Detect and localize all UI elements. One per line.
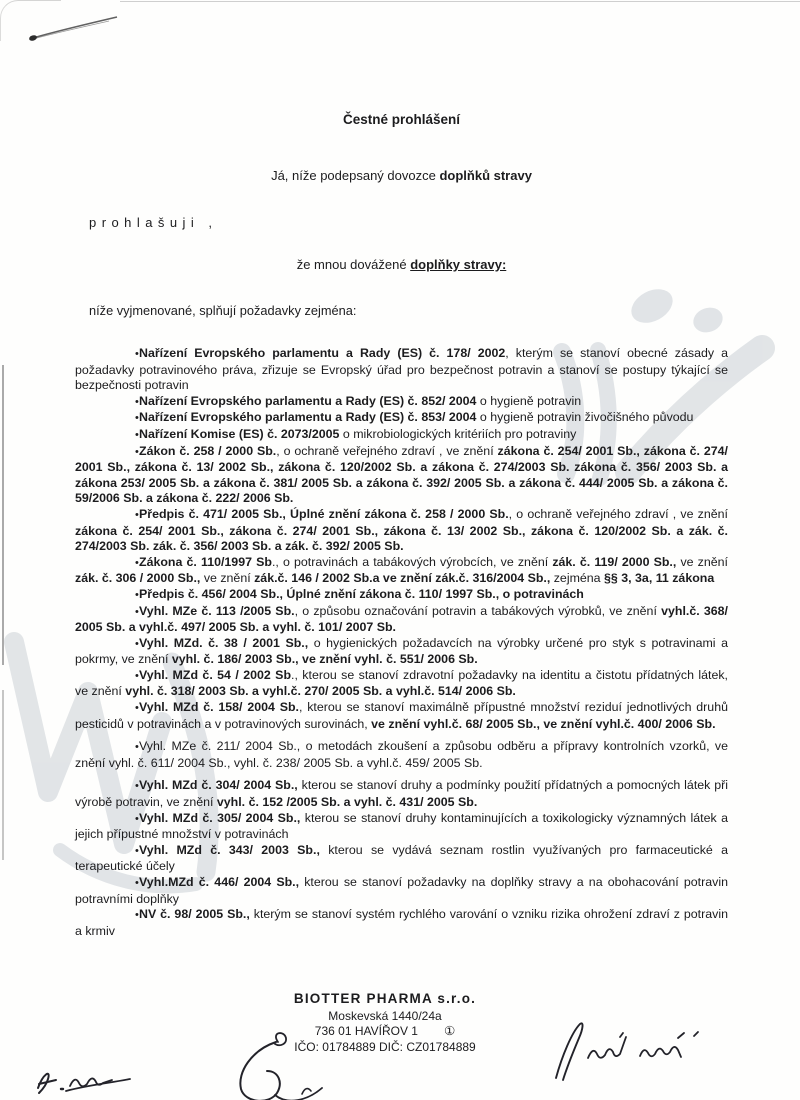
intro-bold-text: doplňků stravy: [439, 168, 532, 183]
legal-reference-description: ve znění: [676, 554, 728, 569]
legal-reference-description: o hygieně potravin živočišného původu: [476, 410, 694, 425]
legal-reference-item: [75, 843, 728, 875]
legal-reference-description: o mikrobiologických kritériích pro potraviny: [339, 426, 577, 441]
company-name: BIOTTER PHARMA s.r.o.: [293, 991, 477, 1006]
bullet-marker: •: [135, 395, 139, 408]
legal-reference-item: [75, 346, 728, 394]
legal-reference-citation: Vyhl. MZd č. 304/ 2004 Sb.,: [139, 778, 298, 793]
legal-reference-description: o hygieně potravin: [476, 393, 582, 408]
legal-reference-citation: vyhl.č. 368/ 2005 Sb. a vyhl.č. 497/ 2005 Sb. a vyhl. č. 101/ 2007 Sb.: [75, 603, 728, 635]
legal-reference-description: kterou se stanoví požadavky na doplňky stravy a na obohacování potravin potravními doplňky: [75, 875, 728, 906]
document-title: Čestné prohlášení: [342, 112, 461, 127]
legal-reference-citation: ve znění vyhl.č. 68/ 2005 Sb., ve znění vyhl.č. 400/ 2006 Sb.: [371, 716, 716, 731]
legal-reference-item: [75, 636, 728, 668]
legal-reference-item: [75, 811, 728, 843]
bullet-marker: •: [135, 741, 139, 754]
legal-reference-description: kterým se stanoví systém rychlého varování o vzniku rizika ohrožení zdraví z potravin a krmiv: [75, 907, 728, 938]
legal-reference-item: [75, 907, 728, 939]
bullet-marker: •: [135, 412, 139, 425]
bullet-marker: •: [135, 702, 139, 715]
legal-reference-item: [75, 427, 728, 444]
subject-text: že mnou dovážené: [296, 257, 407, 272]
legal-reference-citation: §§ 3, 3a, 11 zákona: [604, 571, 715, 586]
legal-reference-description: Vyhl. MZe č. 211/ 2004 Sb., o metodách zkoušení a způsobu odběru a přípravy kontrolních vzorků, ve znění vyhl. č. 611/ 2004 Sb., vyhl. č. 238/ 2005 Sb. a vyhl.č. 459/ 2005 Sb.: [75, 739, 728, 770]
circled-one-mark: ①: [443, 1024, 456, 1038]
legal-reference-citation: Nařízení Komise (ES) č. 2073/2005: [139, 426, 340, 441]
legal-reference-citation: zákona č. 254/ 2001 Sb., zákona č. 274/ 2001 Sb., zákona č. 13/ 2002 Sb., zákona č. 120/2002 Sb. a zák. č. 274/2003 Sb. zák. č. 356/ 2003 Sb. a zák. č. 392/ 2005 Sb.: [75, 523, 728, 554]
legal-reference-item: [75, 587, 728, 604]
company-street: Moskevská 1440/24a: [328, 1008, 442, 1023]
legal-reference-citation: Vyhl. MZd. č. 38 / 2001 Sb.,: [139, 635, 309, 650]
legal-reference-citation: Zákon č. 258 / 2000 Sb.: [139, 443, 277, 458]
legal-reference-description: ve znění: [200, 571, 255, 586]
bullet-marker: •: [135, 605, 139, 618]
subject-bold-underlined: doplňky stravy:: [410, 257, 507, 272]
legal-reference-description: kterou se stanoví druhy a podmínky použití přídatných a pomocných látek při výrobě potravin, ve znění: [75, 778, 728, 810]
legal-reference-citation: vyhl. č. 152 /2005 Sb. a vyhl. č. 431/ 2005 Sb.: [216, 795, 478, 810]
legal-reference-description: kterou se vydává seznam rostlin využívaných pro farmaceutické a terapeutické účely: [75, 842, 728, 874]
legal-reference-description: ., o potravinách a tabákových výrobcích, ve znění: [271, 554, 553, 569]
signature-left: [30, 1048, 180, 1100]
legal-reference-description: , o způsobu označování potravin a tabákových výrobků, ve znění: [294, 603, 662, 618]
scan-edge-left: [2, 365, 4, 665]
bullet-marker: •: [135, 812, 139, 825]
bullet-marker: •: [135, 780, 139, 793]
bullet-marker: •: [135, 445, 139, 458]
legal-reference-description: , o ochraně veřejného zdraví , ve znění: [508, 506, 728, 521]
bullet-marker: •: [135, 877, 139, 889]
legal-reference-description: o hygienických požadavcích na výrobky určené pro styk s potravinami a pokrmy, ve znění: [75, 635, 728, 667]
bullet-marker: •: [135, 348, 139, 360]
legal-reference-item: [75, 739, 728, 771]
legal-reference-item: [75, 555, 728, 587]
bullet-marker: •: [135, 844, 139, 857]
legal-reference-citation: Předpis č. 456/ 2004 Sb., Úplné znění zákona č. 110/ 1997 Sb., o potravinách: [139, 586, 584, 601]
legal-reference-citation: Vyhl. MZd č. 158/ 2004 Sb.: [139, 700, 299, 715]
requirements-line: níže vyjmenované, splňují požadavky zejména:: [89, 303, 357, 318]
legal-reference-item: [75, 394, 728, 411]
legal-reference-citation: Nařízení Evropského parlamentu a Rady (ES) č. 852/ 2004: [139, 393, 477, 408]
legal-reference-citation: vyhl. č. 318/ 2003 Sb. a vyhl.č. 270/ 2005 Sb. a vyhl.č. 514/ 2006 Sb.: [125, 684, 516, 699]
declaration-word: prohlašuji ,: [89, 215, 218, 230]
legal-reference-item: [75, 604, 728, 636]
legal-reference-description: kterou se stanoví druhy kontaminujících a toxikologicky významných látek a jejich přípustné množství v potravinách: [75, 810, 728, 842]
legal-reference-citation: zák. č. 306 / 2000 Sb.,: [75, 571, 201, 586]
bullet-marker: •: [135, 637, 139, 650]
legal-reference-description: , kterou se stanoví maximálně přípustné množství reziduí jednotlivých druhů pesticidů v potravinách a v potravinových surovinách,: [75, 700, 728, 731]
bullet-marker: •: [135, 556, 139, 569]
legal-reference-description: , kterým se stanoví obecné zásady a požadavky potravinového práva, zřizuje se Evropský úřad pro bezpečnost potravin a stanoví se postupy týkající se bezpečnosti potravin: [75, 346, 728, 393]
legal-reference-citation: Nařízení Evropského parlamentu a Rady (ES) č. 853/ 2004: [139, 410, 477, 425]
signature-right: [548, 1018, 718, 1087]
legal-references-list: [75, 346, 728, 939]
bullet-marker: •: [135, 909, 139, 922]
company-registration-ids: IČO: 01784889 DIČ: CZ01784889: [294, 1039, 476, 1054]
legal-reference-citation: zákona č. 254/ 2001 Sb., zákona č. 274/ 2001 Sb., zákona č. 13/ 2002 Sb., zákona č. 120/2002 Sb. a zákona č. 274/2003 Sb. zákona č. 356/ 2003 Sb. a zákona 253/ 2005 Sb. a zákona č. 381/ 2005 Sb. a zákona č. 392/ 2005 Sb. a zákona č. 444/ 2005 Sb. a zákona č. 59/2006 Sb. a zákona č. 222/ 2006 Sb.: [75, 443, 729, 506]
legal-reference-item: [75, 444, 728, 507]
pen-stroke-artifact: [25, 8, 135, 48]
document-body: [75, 0, 728, 939]
legal-reference-item: [75, 507, 728, 555]
bullet-marker: •: [135, 508, 139, 521]
legal-reference-citation: Nařízení Evropského parlamentu a Rady (ES) č. 178/ 2002: [139, 346, 506, 360]
legal-reference-item: [75, 875, 728, 907]
legal-reference-citation: Vyhl. MZd č. 305/ 2004 Sb.,: [139, 810, 301, 825]
legal-reference-description: ., kterou se stanoví zdravotní požadavky na identitu a čistotu přídatných látek, ve znění: [75, 667, 728, 699]
legal-reference-citation: Předpis č. 471/ 2005 Sb., Úplné znění zákona č. 258 / 2000 Sb.: [139, 506, 509, 521]
legal-reference-citation: NV č. 98/ 2005 Sb.,: [139, 907, 250, 922]
bullet-marker: •: [135, 588, 139, 601]
legal-reference-item: [75, 778, 728, 810]
legal-reference-citation: Vyhl. MZd č. 343/ 2003 Sb.,: [139, 842, 320, 857]
legal-reference-citation: Vyhl. MZd č. 54 / 2002 Sb: [139, 667, 292, 682]
legal-reference-citation: zák.č. 146 / 2002 Sb.a ve znění zák.č. 316/2004 Sb.,: [254, 571, 551, 586]
legal-reference-citation: Vyhl. MZe č. 113 /2005 Sb.: [139, 603, 295, 618]
intro-text: Já, níže podepsaný dovozce: [271, 168, 436, 183]
scan-edge-left: [2, 690, 4, 860]
intro-line: [75, 168, 728, 184]
legal-reference-description: zejména: [550, 571, 605, 586]
signature-left-flourish: [208, 1030, 338, 1100]
legal-reference-citation: Vyhl.MZd č. 446/ 2004 Sb.,: [139, 875, 300, 889]
bullet-marker: •: [135, 669, 139, 682]
legal-reference-item: [75, 700, 728, 732]
company-city: 736 01 HAVÍŘOV 1: [314, 1024, 418, 1038]
legal-reference-item: [75, 410, 728, 427]
legal-reference-item: [75, 668, 728, 700]
legal-reference-citation: vyhl. č. 186/ 2003 Sb., ve znění vyhl. č. 551/ 2006 Sb.: [171, 652, 478, 667]
subject-line: [75, 257, 728, 273]
bullet-marker: •: [135, 428, 139, 441]
legal-reference-description: , o ochraně veřejného zdraví , ve znění: [276, 443, 498, 458]
legal-reference-citation: Zákona č. 110/1997 Sb: [139, 554, 272, 569]
legal-reference-citation: zák. č. 119/ 2000 Sb.,: [552, 554, 677, 569]
